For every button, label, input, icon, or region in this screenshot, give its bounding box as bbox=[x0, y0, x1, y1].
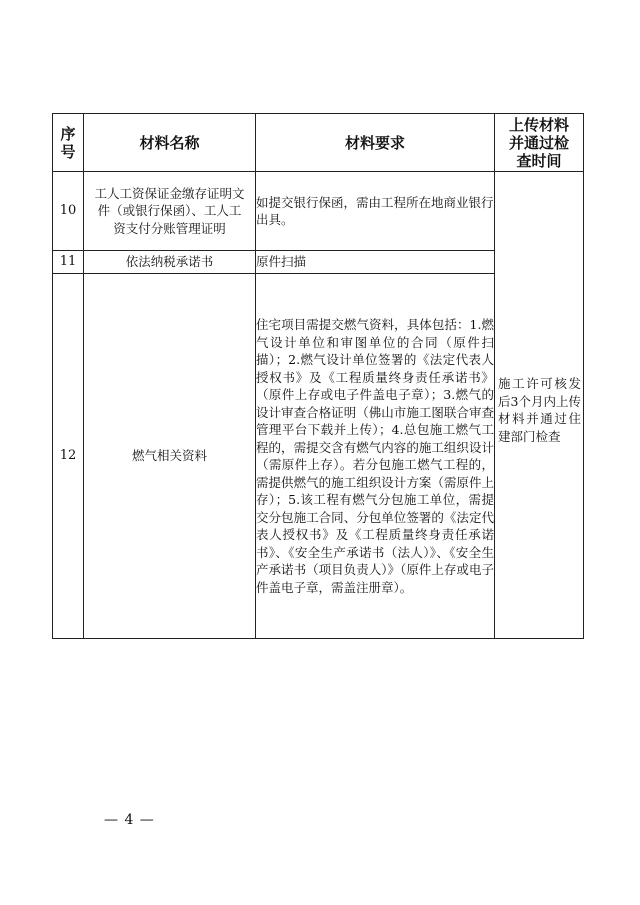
table-header-row bbox=[53, 114, 584, 172]
row-material-requirement: 原件扫描 bbox=[256, 251, 495, 274]
row-index: 10 bbox=[53, 172, 84, 251]
row-index: 12 bbox=[53, 274, 84, 639]
materials-table bbox=[52, 113, 584, 639]
table-row bbox=[53, 172, 584, 251]
row-material-requirement: 住宅项目需提交燃气资料，具体包括：1.燃气设计单位和审图单位的合同（原件扫描）；2.燃气设计单位签署的《法定代表人授权书》及《工程质量终身责任承诺书》（原件上存或电子件盖电子章）；3.燃气的设计审查合格证明（佛山市施工图联合审查管理平台下载并上传）；4.总包施工燃气工程的，需提交含有燃气内容的施工组织设计（需原件上存）。若分包施工燃气工程的，需提供燃气的施工组织设计方案（需原件上存）；5.该工程有燃气分包施工单位，需提交分包施工合同、分包单位签署的《法定代表人授权书》及《工程质量终身责任承诺书》、《安全生产承诺书（法人）》、《安全生产承诺书（项目负责人）》（原件上存或电子件盖电子章，需盖注册章）。 bbox=[256, 274, 495, 639]
row-material-name: 工人工资保证金缴存证明文件（或银行保函）、工人工资支付分账管理证明 bbox=[84, 172, 256, 251]
upload-time-note: 施工许可核发后3个月内上传材料并通过住建部门检查 bbox=[498, 376, 581, 444]
row-index: 11 bbox=[53, 251, 84, 274]
row-material-name: 依法纳税承诺书 bbox=[84, 251, 256, 274]
header-material-requirement: 材料要求 bbox=[256, 114, 495, 172]
header-material-name: 材料名称 bbox=[84, 114, 256, 172]
header-upload-time: 上传材料并通过检查时间 bbox=[495, 114, 584, 172]
upload-time-cell bbox=[495, 172, 584, 639]
row-material-name: 燃气相关资料 bbox=[84, 274, 256, 639]
row-material-requirement: 如提交银行保函，需由工程所在地商业银行出具。 bbox=[256, 172, 495, 251]
page-number: — 4 — bbox=[104, 812, 155, 828]
header-index: 序号 bbox=[53, 114, 84, 172]
